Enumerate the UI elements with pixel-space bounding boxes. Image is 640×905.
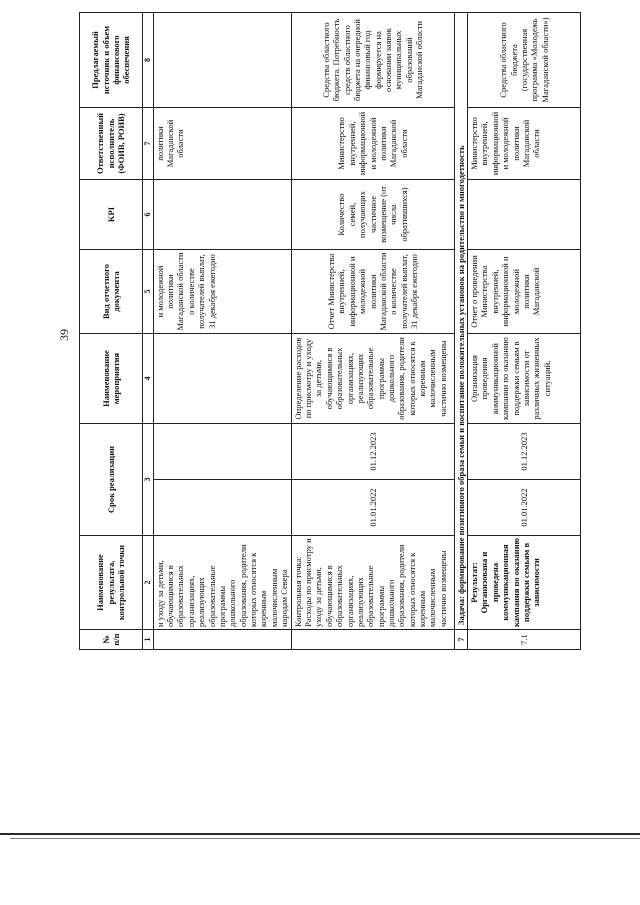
cell-source: Средства областного бюджета (государственная программа «Молодежь Магаданской области») — [468, 13, 581, 108]
header-resp: Ответственный исполнитель (ФОИВ, РОИВ) — [80, 108, 143, 180]
cell-start: 01.01.2022 — [291, 480, 454, 536]
cell-event — [153, 334, 291, 424]
task-text: Задача: формирование позитивного образа семьи и воспитание положительных установок на родительство и многодетность — [454, 13, 467, 630]
cell-num — [153, 630, 291, 650]
cell-num: 7.1 — [468, 630, 581, 650]
header-source: Предлагаемый источник и объем финансового обеспечения — [80, 13, 143, 108]
cell-resp: Министерство внутренней, информационной и молодежной политики Магаданской области — [468, 108, 581, 180]
col-number: 8 — [143, 13, 154, 108]
cell-doc: и молодежной политики Магаданской области о количестве получателей выплат, 31 декабря ежегодно — [153, 250, 291, 334]
rotated-page — [57, 10, 582, 660]
cell-num — [291, 630, 454, 650]
cell-result: Результат: Организована и проведена коммуникационная кампания по оказанию поддержки семьям в зависимости — [468, 536, 581, 630]
task-number: 7 — [454, 630, 467, 650]
table-row-continuation — [153, 13, 291, 650]
header-result: Наименование результата, контрольной точки — [80, 536, 143, 630]
col-number: 6 — [143, 180, 154, 250]
scan-edge-line — [0, 833, 640, 835]
col-number: 2 — [143, 536, 154, 630]
cell-doc: Отчет Министерства внутренней, информационной и молодежной политики Магаданской области о количестве получателей выплат, 31 декабря ежегодно — [291, 250, 454, 334]
cell-event: Организация проведения коммуникационной кампании по оказанию поддержки семьям в зависимости от различных жизненных ситуаций, — [468, 334, 581, 424]
cell-start: 01.01.2022 — [468, 480, 581, 536]
table-row-control-point — [291, 13, 454, 650]
cell-resp: политики Магаданской области — [153, 108, 291, 180]
plan-table — [79, 12, 581, 650]
col-number: 4 — [143, 334, 154, 424]
header-event: Наименование мероприятия — [80, 334, 143, 424]
cell-end: 01.12.2023 — [468, 424, 581, 480]
cell-kpi: Количество семей, получающих частичное возмещение (от числа обратившихся) — [291, 180, 454, 250]
header-period: Срок реализации — [80, 424, 143, 536]
cell-resp: Министерство внутренней, информационной и молодежной политики Магаданской области — [291, 108, 454, 180]
col-number: 1 — [143, 630, 154, 650]
header-kpi: KPI — [80, 180, 143, 250]
cell-source — [153, 13, 291, 108]
cell-event: Определение расходов по присмотру и уходу за детьми, обучающимися в образовательных организациях, реализующих образовательные программы дошкольного образования, родители которых относятся к коренным малочисленным частично возмещены — [291, 334, 454, 424]
task-row — [454, 13, 467, 650]
cell-end — [153, 424, 291, 480]
page-number: 39 — [57, 329, 71, 341]
cell-result: и уходу за детьми, обучающимися в образовательных организациях, реализующих образовательные программы дошкольного образования, родители которых относятся к коренным малочисленным народам Севера — [153, 536, 291, 630]
table-row-7-1 — [468, 13, 581, 650]
cell-start — [153, 480, 291, 536]
header-num: № п/п — [80, 630, 143, 650]
cell-end: 01.12.2023 — [291, 424, 454, 480]
col-number: 3 — [143, 424, 154, 536]
cell-result: Контрольная точка: Расходы по присмотру и уходу за детьми, обучающимися в образовательных организациях, реализующих образовательные программы дошкольного образования, родители которых относятся к коренным малочисленным частично возмещены — [291, 536, 454, 630]
cell-kpi — [468, 180, 581, 250]
scan-edge-line-secondary — [10, 838, 640, 839]
column-number-row — [143, 13, 154, 650]
cell-source: Средства областного бюджета. Потребность средств областного бюджета на очередной финансовый год формируется на основании заявок муниципальных образований Магаданской области — [291, 13, 454, 108]
cell-doc: Отчет о проведении Министерства внутренней, информационной и молодежной политики Магаданской — [468, 250, 581, 334]
header-doc: Вид отчетного документа — [80, 250, 143, 334]
header-row — [80, 13, 143, 650]
col-number: 5 — [143, 250, 154, 334]
col-number: 7 — [143, 108, 154, 180]
cell-kpi — [153, 180, 291, 250]
